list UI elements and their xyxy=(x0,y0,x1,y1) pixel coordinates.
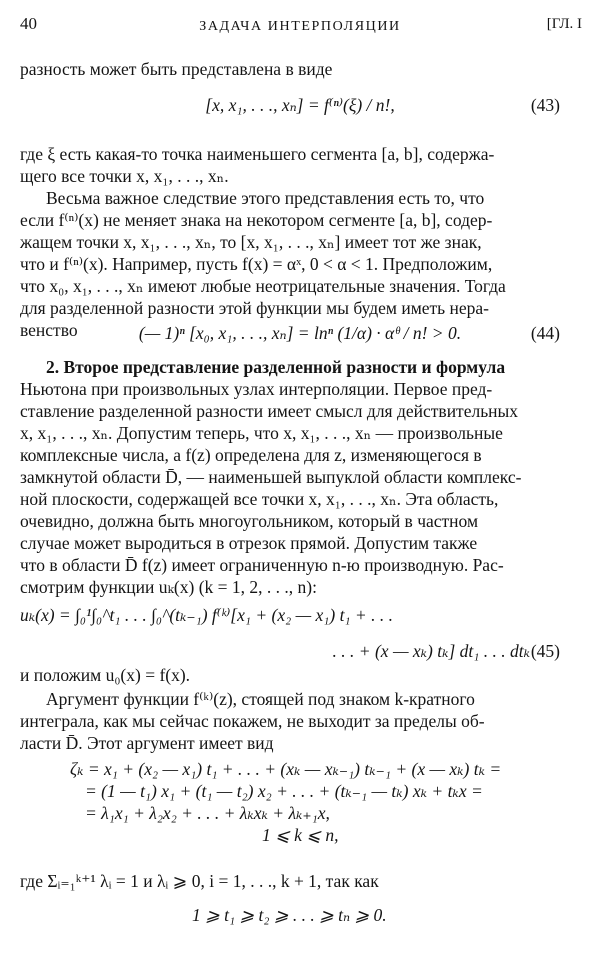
text-line: смотрим функции uₖ(x) (k = 1, 2, . . ., n): xyxy=(20,577,317,597)
formula-lambda-sum: где Σᵢ₌₁ᵏ⁺¹ λᵢ = 1 и λᵢ ⩾ 0, i = 1, . . ., k + 1, так как xyxy=(20,871,379,891)
text-line: что x₀, x₁, . . ., xₙ имеют любые неотрицательные значения. Тогда xyxy=(20,276,506,296)
text-line: x, x₁, . . ., xₙ. Допустим теперь, что x, x₁, . . ., xₙ — произвольные xyxy=(20,423,503,443)
paragraph-start: Аргумент функции f⁽ᵏ⁾(z), стоящей под знаком k-кратного xyxy=(46,689,475,709)
text-line: что в области D̄ f(z) имеет ограниченную n-ю производную. Рас- xyxy=(20,555,504,575)
text-line: ставление разделенной разности имеет смысл для действительных xyxy=(20,401,519,421)
running-title: ЗАДАЧА ИНТЕРПОЛЯЦИИ xyxy=(199,19,401,34)
text-line: очевидно, должна быть многоугольником, который в частном xyxy=(20,511,479,531)
equation-number-45: (45) xyxy=(530,641,560,661)
formula-43: [x, x₁, . . ., xₙ] = f⁽ⁿ⁾(ξ) / n!, xyxy=(205,95,395,115)
section-heading: 2. Второе представление разделенной разности и формула xyxy=(46,357,506,377)
text-line: разность может быть представлена в виде xyxy=(20,59,333,79)
page-number: 40 xyxy=(20,14,37,33)
text-line: ласти D̄. Этот аргумент имеет вид xyxy=(20,733,274,753)
formula-k-range: 1 ⩽ k ⩽ n, xyxy=(262,825,339,845)
text-line: для разделенной разности этой функции мы будем иметь нера- xyxy=(20,298,490,318)
text-line: интеграла, как мы сейчас покажем, не выходит за пределы об- xyxy=(20,711,485,731)
paragraph-start: Весьма важное следствие этого представления есть то, что xyxy=(46,188,485,208)
text-line: ной плоскости, содержащей все точки x, x₁, . . ., xₙ. Эта область, xyxy=(20,489,499,509)
formula-zeta-line2: = (1 — t₁) x₁ + (t₁ — t₂) x₂ + . . . + (tₖ₋₁ — tₖ) xₖ + tₖx = xyxy=(85,781,483,801)
formula-44: (— 1)ⁿ [x₀, x₁, . . ., xₙ] = lnⁿ (1/α) · αᶿ / n! > 0. xyxy=(138,323,462,343)
text-line: случае может выродиться в отрезок прямой. Допустим также xyxy=(20,533,478,553)
equation-number-43: (43) xyxy=(530,95,560,115)
section-heading-continued: Ньютона при произвольных узлах интерполяции. Первое пред- xyxy=(20,379,493,399)
text-line: что и f⁽ⁿ⁾(x). Например, пусть f(x) = αˣ, 0 < α < 1. Предположим, xyxy=(20,254,493,274)
text-line: щего все точки x, x₁, . . ., xₙ. xyxy=(20,166,229,186)
formula-t-order: 1 ⩾ t₁ ⩾ t₂ ⩾ . . . ⩾ tₙ ⩾ 0. xyxy=(192,905,387,925)
formula-45-line1: uₖ(x) = ∫₀¹∫₀^t₁ . . . ∫₀^(tₖ₋₁) f⁽ᵏ⁾[x₁ + (x₂ — x₁) t₁ + . . . xyxy=(20,605,393,625)
text-line: замкнутой области D̄, — наименьшей выпуклой области комплекс- xyxy=(20,467,522,487)
text-line: комплексные числа, а f(z) определена для z, изменяющегося в xyxy=(20,445,482,465)
text-line: и положим u₀(x) = f(x). xyxy=(20,665,191,685)
formula-zeta-line1: ζₖ = x₁ + (x₂ — x₁) t₁ + . . . + (xₖ — xₖ₋₁) tₖ₋₁ + (x — xₖ) tₖ = xyxy=(70,759,502,779)
formula-zeta-line3: = λ₁x₁ + λ₂x₂ + . . . + λₖxₖ + λₖ₊₁x, xyxy=(85,803,330,823)
formula-45-line2: . . . + (x — xₖ) tₖ] dt₁ . . . dtₖ xyxy=(332,641,530,661)
text-line: венство xyxy=(20,320,78,340)
chapter-label: [ГЛ. I xyxy=(546,16,582,32)
text-line: если f⁽ⁿ⁾(x) не меняет знака на некотором сегменте [a, b], содер- xyxy=(20,210,493,230)
equation-number-44: (44) xyxy=(530,323,560,343)
text-line: жащем точки x, x₁, . . ., xₙ, то [x, x₁, . . ., xₙ] имеет тот же знак, xyxy=(20,232,482,252)
text-line: где ξ есть какая-то точка наименьшего сегмента [a, b], содержа- xyxy=(20,144,495,164)
